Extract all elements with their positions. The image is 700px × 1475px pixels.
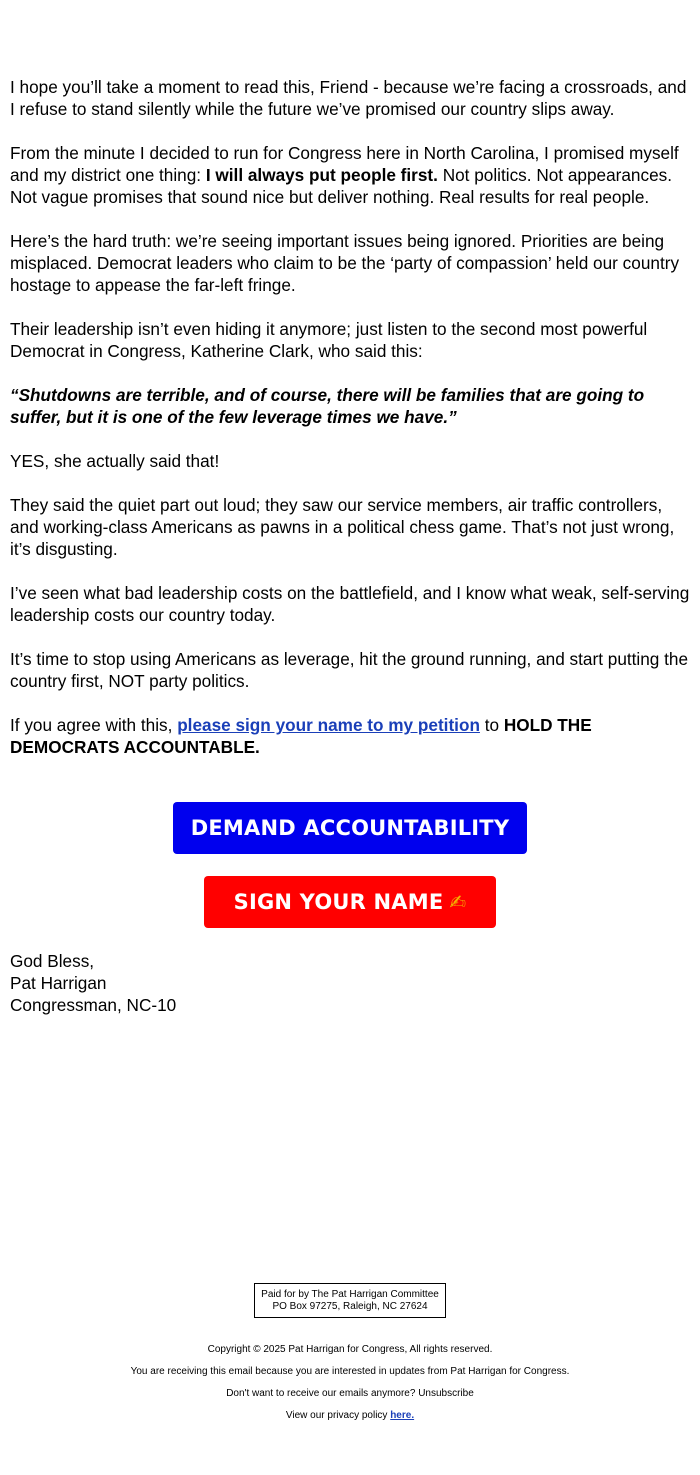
privacy-text: View our privacy policy — [285, 1410, 391, 1421]
paid-for-box — [254, 1283, 446, 1318]
footer-unsubscribe[interactable]: Don't want to receive our emails anymore? Unsubscribe — [226, 1388, 474, 1399]
petition-text-start: If you agree with this, — [10, 715, 178, 735]
signoff — [10, 950, 176, 1016]
sign-button-row — [0, 876, 700, 928]
paragraph-quiet-part: They said the quiet part out loud; they saw our service members, air traffic controllers, and working-class Americans as pawns in a political chess game. That’s not just wrong, it’s disgusting. — [10, 495, 675, 559]
paragraph-leadership: Their leadership isn’t even hiding it anymore; just listen to the second most powerful Democrat in Congress, Katherine Clark, who said this: — [10, 319, 648, 361]
paragraph-petition — [10, 714, 690, 758]
writing-hand-icon: ✍ — [449, 890, 467, 914]
petition-bold-text: HOLD THE DEMOCRATS ACCOUNTABLE. — [10, 715, 592, 757]
footer-copyright: Copyright © 2025 Pat Harrigan for Congress, All rights reserved. — [207, 1344, 493, 1355]
petition-link[interactable]: please sign your name to my petition — [177, 715, 480, 735]
paragraph-intro: I hope you’ll take a moment to read this, Friend - because we’re facing a crossroads, and I refuse to stand silently while the future we’ve promised our country slips away. — [10, 77, 687, 119]
petition-text-middle: to — [479, 715, 504, 735]
letter-body — [10, 76, 690, 780]
paragraph-battlefield: I’ve seen what bad leadership costs on the battlefield, and I know what weak, self-serving leadership costs our country today. — [10, 583, 690, 625]
signoff-greeting: God Bless, — [10, 951, 95, 971]
paid-for-line: Paid for by The Pat Harrigan Committee — [261, 1289, 439, 1300]
promise-bold-text: I will always put people first. — [205, 165, 438, 185]
sign-button-label: SIGN YOUR NAME — [233, 890, 444, 914]
clark-quote: “Shutdowns are terrible, and of course, there will be families that are going to suffer, but it is one of the few leverage times we have.” — [10, 385, 645, 427]
footer-privacy — [0, 1410, 700, 1422]
signoff-name: Pat Harrigan — [10, 973, 107, 993]
demand-button-row — [0, 802, 700, 854]
paragraph-stop-leverage: It’s time to stop using Americans as leverage, hit the ground running, and start putting the country first, NOT party politics. — [10, 649, 689, 691]
promise-text-start: From the minute I decided to run for Congress here in North Carolina, I promised myself and my district one thing: — [10, 143, 679, 185]
promise-text-end: Not politics. Not appearances. Not vague promises that sound nice but deliver nothing. Real results for real people. — [10, 165, 672, 207]
paragraph-yes: YES, she actually said that! — [10, 451, 220, 471]
demand-accountability-button[interactable]: DEMAND ACCOUNTABILITY — [173, 802, 527, 854]
signoff-title: Congressman, NC-10 — [10, 995, 177, 1015]
footer-receiving-notice: You are receiving this email because you are interested in updates from Pat Harrigan for Congress. — [130, 1366, 570, 1377]
paragraph-hard-truth: Here’s the hard truth: we’re seeing important issues being ignored. Priorities are being misplaced. Democrat leaders who claim to be the ‘party of compassion’ held our country hostage to appease the far-left fringe. — [10, 231, 680, 295]
privacy-policy-link[interactable]: here. — [390, 1410, 415, 1421]
paragraph-promise — [10, 142, 690, 208]
paid-for-address: PO Box 97275, Raleigh, NC 27624 — [272, 1301, 428, 1312]
sign-your-name-button[interactable] — [204, 876, 496, 928]
